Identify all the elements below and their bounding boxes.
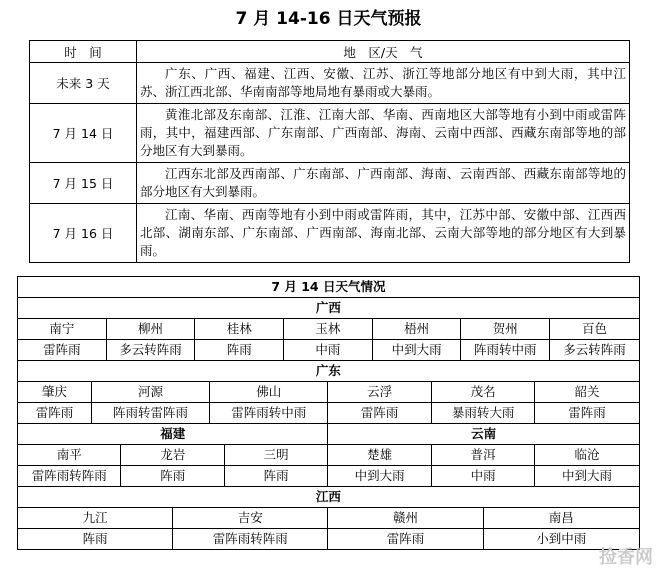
condition-cell: 小到中雨: [483, 529, 639, 550]
condition-cell: 中到大雨: [372, 340, 461, 361]
section-row-guangxi: [18, 298, 640, 319]
forecast-time: 7 月 15 日: [30, 163, 137, 204]
condition-cell: 雷阵雨: [328, 403, 431, 424]
condition-cell: 雷阵雨: [535, 403, 639, 424]
condition-cell: 中雨: [284, 340, 373, 361]
city-cell: 韶关: [535, 382, 639, 403]
condition-cell: 中到大雨: [535, 466, 639, 487]
forecast-text: 江西东北部及西南部、广东南部、广西南部、海南、云南西部、西藏东南部等地的部分地区有大到暴雨。: [137, 163, 630, 204]
section-row-jiangxi: [18, 487, 640, 508]
condition-cell: 多云转阵雨: [106, 340, 195, 361]
condition-row-jiangxi: [18, 529, 640, 550]
forecast-time: 未来 3 天: [30, 63, 137, 104]
weather-title-row: [18, 277, 640, 298]
city-cell: 肇庆: [18, 382, 92, 403]
city-cell: 龙岩: [121, 445, 224, 466]
city-cell: 柳州: [106, 319, 195, 340]
section-row-guangdong: [18, 361, 640, 382]
condition-cell: 阵雨转雷阵雨: [91, 403, 209, 424]
condition-cell: 中雨: [431, 466, 534, 487]
city-row-jiangxi: [18, 508, 640, 529]
condition-cell: 雷阵雨: [328, 529, 483, 550]
forecast-text: 广东、广西、福建、江西、安徽、江苏、浙江等地部分地区有中到大雨，其中江苏、浙江西北部、华南南部等地局地有暴雨或大暴雨。: [137, 63, 630, 104]
weather-title: 7 月 14 日天气情况: [18, 277, 640, 298]
header-time: 时 间: [30, 41, 137, 63]
forecast-time: 7 月 14 日: [30, 104, 137, 163]
condition-cell: 阵雨: [195, 340, 284, 361]
city-cell: 河源: [91, 382, 209, 403]
condition-cell: 阵雨转中雨: [461, 340, 550, 361]
city-cell: 吉安: [173, 508, 328, 529]
condition-cell: 阵雨: [121, 466, 224, 487]
province-guangxi: 广西: [18, 298, 640, 319]
city-row-guangxi: [18, 319, 640, 340]
city-cell: 桂林: [195, 319, 284, 340]
condition-cell: 雷阵雨: [18, 403, 92, 424]
province-fujian: 福建: [18, 424, 328, 445]
condition-cell: 暴雨转大雨: [431, 403, 534, 424]
condition-cell: 雷阵雨转阵雨: [173, 529, 328, 550]
forecast-row: [30, 104, 630, 163]
city-cell: 楚雄: [328, 445, 431, 466]
city-cell: 三明: [224, 445, 327, 466]
forecast-header-row: [30, 41, 630, 63]
city-row-guangdong: [18, 382, 640, 403]
condition-cell: 雷阵雨转中雨: [210, 403, 328, 424]
city-cell: 普洱: [431, 445, 534, 466]
city-cell: 佛山: [210, 382, 328, 403]
condition-row-guangdong: [18, 403, 640, 424]
city-cell: 梧州: [372, 319, 461, 340]
city-cell: 南昌: [483, 508, 639, 529]
condition-cell: 阵雨: [224, 466, 327, 487]
city-cell: 九江: [18, 508, 173, 529]
province-guangdong: 广东: [18, 361, 640, 382]
forecast-text: 江南、华南、西南等地有小到中雨或雷阵雨，其中，江苏中部、安徽中部、江西西北部、湖南东部、广东南部、广西南部、海南北部、云南大部等地的部分地区有大到暴雨。: [137, 204, 630, 263]
city-cell: 贺州: [461, 319, 550, 340]
weather-table: [17, 276, 640, 550]
forecast-table: [29, 40, 630, 263]
city-cell: 云浮: [328, 382, 431, 403]
forecast-time: 7 月 16 日: [30, 204, 137, 263]
forecast-row: [30, 63, 630, 104]
condition-cell: 阵雨: [18, 529, 173, 550]
city-cell: 临沧: [535, 445, 639, 466]
province-jiangxi: 江西: [18, 487, 640, 508]
city-cell: 玉林: [284, 319, 373, 340]
forecast-text: 黄淮北部及东南部、江淮、江南大部、华南、西南地区大部等地有小到中雨或雷阵雨，其中，福建西部、广东南部、广西南部、海南、云南中西部、西藏东南部等地的部分地区有大到暴雨。: [137, 104, 630, 163]
watermark-logo: 捡香网: [599, 547, 653, 568]
forecast-row: [30, 204, 630, 263]
condition-cell: 雷阵雨转阵雨: [18, 466, 121, 487]
city-cell: 茂名: [431, 382, 534, 403]
section-row-fujian-yunnan: [18, 424, 640, 445]
condition-cell: 雷阵雨: [18, 340, 107, 361]
city-cell: 赣州: [328, 508, 483, 529]
condition-row-fujian-yunnan: [18, 466, 640, 487]
forecast-row: [30, 163, 630, 204]
city-cell: 南平: [18, 445, 121, 466]
page-title: 7 月 14-16 日天气预报: [235, 9, 422, 29]
city-row-fujian-yunnan: [18, 445, 640, 466]
condition-cell: 中到大雨: [328, 466, 431, 487]
header-region: 地 区/天 气: [137, 41, 630, 63]
condition-row-guangxi: [18, 340, 640, 361]
city-cell: 南宁: [18, 319, 107, 340]
province-yunnan: 云南: [328, 424, 639, 445]
city-cell: 百色: [550, 319, 640, 340]
condition-cell: 多云转阵雨: [550, 340, 640, 361]
